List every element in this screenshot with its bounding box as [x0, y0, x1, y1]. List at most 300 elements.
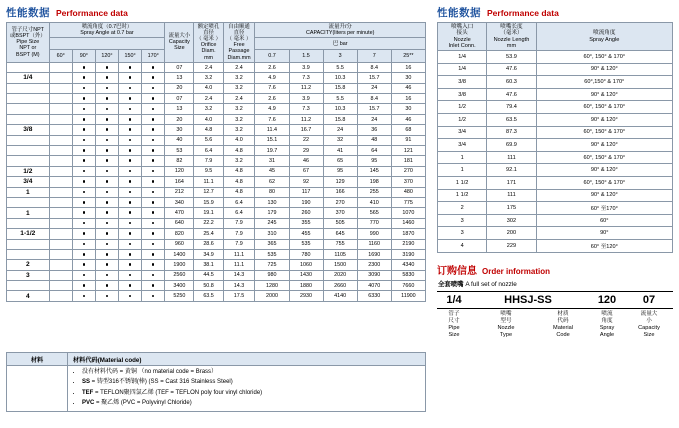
cell-angle-0 — [49, 281, 72, 291]
dot-marker — [129, 66, 132, 69]
cell-angle-0 — [49, 291, 72, 301]
table-row — [438, 63, 673, 76]
cell-flow-2: 370 — [323, 208, 357, 218]
dot-marker — [152, 97, 155, 100]
cell-flow-0: 1280 — [255, 281, 289, 291]
cell-orifice: 44.5 — [194, 270, 223, 280]
cell-nozzle-length: 111 — [487, 151, 536, 164]
cell-spray-angle: 60° — [536, 214, 672, 227]
dot-marker — [129, 118, 132, 121]
cell-capacity: 30 — [165, 125, 194, 135]
cell-flow-1: 2930 — [289, 291, 323, 301]
cell-free-passage: 4.8 — [223, 177, 255, 187]
cell-flow-3: 15.7 — [357, 73, 391, 83]
cell-orifice: 28.6 — [194, 239, 223, 249]
cell-free-passage: 11.1 — [223, 249, 255, 259]
cell-flow-2: 129 — [323, 177, 357, 187]
cell-spray-angle: 60° 至120° — [536, 239, 672, 252]
th-pressure-4: 25** — [391, 50, 425, 62]
cell-capacity: 07 — [165, 62, 194, 72]
material-item: • PVC = 聚乙烯 (PVC = Polyvinyl Chloride) — [82, 399, 425, 408]
cell-angle-2 — [95, 125, 118, 135]
cell-flow-1: 92 — [289, 177, 323, 187]
cell-flow-3: 2300 — [357, 260, 391, 270]
cell-flow-2: 15.8 — [323, 114, 357, 124]
cell-angle-4 — [142, 114, 165, 124]
dot-marker — [106, 180, 109, 183]
cell-spray-angle: 60° 至170° — [536, 202, 672, 215]
cell-angle-2 — [95, 62, 118, 72]
table-row — [438, 151, 673, 164]
dot-marker — [83, 66, 86, 69]
cell-flow-4: 11900 — [391, 291, 425, 301]
table-row — [438, 164, 673, 177]
page-title-left — [6, 5, 128, 20]
cell-flow-0: 535 — [255, 249, 289, 259]
cell-angle-2 — [95, 73, 118, 83]
dot-marker — [106, 253, 109, 256]
cell-orifice: 5.6 — [194, 135, 223, 145]
cell-angle-2 — [95, 146, 118, 156]
cell-angle-0 — [49, 73, 72, 83]
cell-angle-3 — [119, 156, 142, 166]
cell-free-passage: 6.4 — [223, 208, 255, 218]
cell-flow-3: 36 — [357, 125, 391, 135]
th-inlet-conn: 喷嘴入口 接头 Nozzle Inlet Conn. — [438, 23, 487, 51]
cell-angle-3 — [119, 166, 142, 176]
dot-marker — [129, 211, 132, 214]
cell-nozzle-length: 200 — [487, 227, 536, 240]
cell-flow-3: 990 — [357, 229, 391, 239]
cell-pipe-size: 1 — [7, 208, 50, 218]
cell-angle-4 — [142, 197, 165, 207]
order-subtitle — [438, 279, 673, 288]
dot-marker — [83, 139, 86, 142]
cell-inlet-conn: 1 1/2 — [438, 189, 487, 202]
cell-flow-4: 30 — [391, 73, 425, 83]
cell-angle-0 — [49, 260, 72, 270]
dot-marker — [83, 128, 86, 131]
cell-angle-4 — [142, 218, 165, 228]
cell-flow-2: 645 — [323, 229, 357, 239]
cell-orifice: 3.2 — [194, 104, 223, 114]
dot-marker — [129, 263, 132, 266]
cell-angle-2 — [95, 270, 118, 280]
cell-angle-4 — [142, 177, 165, 187]
cell-angle-3 — [119, 135, 142, 145]
cell-spray-angle: 90° & 120° — [536, 88, 672, 101]
table-row — [7, 239, 426, 249]
dot-marker — [129, 243, 132, 246]
cell-flow-4: 46 — [391, 114, 425, 124]
dot-marker — [83, 232, 86, 235]
cell-free-passage: 3.2 — [223, 73, 255, 83]
th-capacity-size: 流量大小 Capacity Size — [165, 23, 194, 63]
cell-flow-0: 725 — [255, 260, 289, 270]
dot-marker — [106, 201, 109, 204]
cell-angle-0 — [49, 94, 72, 104]
cell-flow-3: 4070 — [357, 281, 391, 291]
dot-marker — [106, 118, 109, 121]
cell-inlet-conn: 4 — [438, 239, 487, 252]
dot-marker — [106, 97, 109, 100]
cell-inlet-conn: 3/4 — [438, 139, 487, 152]
cell-angle-4 — [142, 156, 165, 166]
dot-marker — [83, 253, 86, 256]
cell-orifice: 9.5 — [194, 166, 223, 176]
cell-angle-1 — [72, 291, 95, 301]
cell-angle-4 — [142, 281, 165, 291]
dot-marker — [106, 128, 109, 131]
cell-pipe-size — [7, 197, 50, 207]
cell-free-passage: 6.4 — [223, 197, 255, 207]
cell-pipe-size — [7, 83, 50, 93]
dot-marker — [152, 170, 155, 173]
dot-marker — [129, 87, 132, 90]
cell-angle-1 — [72, 166, 95, 176]
cell-flow-1: 3.9 — [289, 94, 323, 104]
cell-nozzle-length: 92.1 — [487, 164, 536, 177]
cell-flow-4: 46 — [391, 83, 425, 93]
cell-angle-4 — [142, 73, 165, 83]
cell-flow-1: 190 — [289, 197, 323, 207]
cell-spray-angle: 60°, 150° & 170° — [536, 51, 672, 64]
cell-angle-4 — [142, 208, 165, 218]
dot-marker — [152, 201, 155, 204]
cell-flow-3: 8.4 — [357, 94, 391, 104]
table-row — [438, 101, 673, 114]
cell-angle-0 — [49, 166, 72, 176]
material-title-en: 材料代码(Material code) — [68, 353, 426, 366]
cell-angle-1 — [72, 249, 95, 259]
cell-orifice: 4.8 — [194, 125, 223, 135]
cell-flow-2: 10.3 — [323, 104, 357, 114]
dot-marker — [129, 201, 132, 204]
th-free-passage: 自由顺通 直径 （ 毫米 ） Free Passage Diam.mm — [223, 23, 255, 63]
table-row — [7, 73, 426, 83]
cell-pipe-size: 1/4 — [7, 73, 50, 83]
cell-angle-2 — [95, 104, 118, 114]
cell-angle-0 — [49, 62, 72, 72]
order-legend-cell: 流量大 小 Capacity Size — [638, 311, 660, 338]
cell-spray-angle: 60°, 150° & 170° — [536, 126, 672, 139]
th-pressure-3: 7 — [357, 50, 391, 62]
dot-marker — [106, 139, 109, 142]
table-row — [7, 177, 426, 187]
cell-angle-1 — [72, 73, 95, 83]
cell-flow-0: 80 — [255, 187, 289, 197]
dot-marker — [106, 295, 109, 298]
cell-flow-2: 41 — [323, 146, 357, 156]
cell-flow-1: 11.2 — [289, 114, 323, 124]
cell-angle-2 — [95, 187, 118, 197]
dot-marker — [106, 170, 109, 173]
table-row — [7, 291, 426, 301]
cell-flow-3: 6330 — [357, 291, 391, 301]
cell-flow-4: 370 — [391, 177, 425, 187]
table-row — [7, 270, 426, 280]
cell-capacity: 470 — [165, 208, 194, 218]
table-row — [438, 126, 673, 139]
cell-angle-0 — [49, 249, 72, 259]
table-row — [7, 146, 426, 156]
cell-free-passage: 2.4 — [223, 62, 255, 72]
cell-angle-4 — [142, 229, 165, 239]
cell-free-passage: 3.2 — [223, 125, 255, 135]
material-item: • TEF = TEFLON聚四氯乙烯 (TEF = TEFLON poly four vinyl chloride) — [82, 389, 425, 398]
cell-capacity: 13 — [165, 73, 194, 83]
dot-marker — [83, 118, 86, 121]
cell-capacity: 960 — [165, 239, 194, 249]
cell-spray-angle: 60°, 150° & 170° — [536, 101, 672, 114]
order-legend-cell: 材质 代码 Material Code — [553, 311, 573, 338]
cell-angle-3 — [119, 270, 142, 280]
cell-nozzle-length: 302 — [487, 214, 536, 227]
cell-nozzle-length: 47.6 — [487, 63, 536, 76]
cell-capacity: 120 — [165, 166, 194, 176]
table-row — [438, 51, 673, 64]
cell-orifice: 12.7 — [194, 187, 223, 197]
cell-pipe-size — [7, 94, 50, 104]
material-spacer — [7, 366, 68, 412]
order-legend-row — [437, 311, 673, 339]
order-legend-cell: 喷嘴 型号 Nozzle Type — [497, 311, 515, 338]
cell-flow-2: 2020 — [323, 270, 357, 280]
cell-angle-0 — [49, 177, 72, 187]
table-row — [438, 88, 673, 101]
table-row — [438, 202, 673, 215]
cell-angle-2 — [95, 114, 118, 124]
cell-angle-3 — [119, 83, 142, 93]
cell-pipe-size: 4 — [7, 291, 50, 301]
cell-free-passage: 4.0 — [223, 135, 255, 145]
dot-marker — [83, 180, 86, 183]
cell-flow-0: 310 — [255, 229, 289, 239]
cell-flow-2: 505 — [323, 218, 357, 228]
cell-free-passage: 14.3 — [223, 281, 255, 291]
cell-pipe-size — [7, 249, 50, 259]
cell-flow-3: 770 — [357, 218, 391, 228]
cell-free-passage: 7.9 — [223, 229, 255, 239]
cell-flow-2: 755 — [323, 239, 357, 249]
cell-flow-4: 1870 — [391, 229, 425, 239]
cell-angle-3 — [119, 249, 142, 259]
cell-angle-1 — [72, 260, 95, 270]
dot-marker — [152, 128, 155, 131]
cell-pipe-size — [7, 281, 50, 291]
dot-marker — [152, 243, 155, 246]
table-row — [7, 208, 426, 218]
th-pipe-size: 管子尺寸NPT 或BSPT（外） Pipe Size NPT or BSPT (M) — [7, 23, 50, 63]
cell-flow-0: 245 — [255, 218, 289, 228]
cell-angle-4 — [142, 104, 165, 114]
table-row — [438, 76, 673, 89]
cell-capacity: 5250 — [165, 291, 194, 301]
cell-flow-3: 1160 — [357, 239, 391, 249]
dot-marker — [152, 87, 155, 90]
cell-angle-0 — [49, 197, 72, 207]
cell-inlet-conn: 3/4 — [438, 126, 487, 139]
cell-inlet-conn: 3/8 — [438, 76, 487, 89]
cell-angle-1 — [72, 83, 95, 93]
dot-marker — [106, 108, 109, 111]
cell-angle-4 — [142, 135, 165, 145]
page-title-right-cn: 性能数据 — [437, 7, 481, 19]
cell-capacity: 07 — [165, 94, 194, 104]
cell-pipe-size: 3 — [7, 270, 50, 280]
cell-flow-4: 16 — [391, 94, 425, 104]
order-legend-cell: 管子 尺寸 Pipe Size — [448, 311, 460, 338]
cell-capacity: 3400 — [165, 281, 194, 291]
cell-free-passage: 3.2 — [223, 114, 255, 124]
cell-capacity: 20 — [165, 83, 194, 93]
order-heading — [437, 262, 673, 277]
cell-orifice: 38.1 — [194, 260, 223, 270]
cell-flow-1: 46 — [289, 156, 323, 166]
cell-pipe-size: 1 — [7, 187, 50, 197]
cell-angle-4 — [142, 125, 165, 135]
cell-capacity: 340 — [165, 197, 194, 207]
dot-marker — [106, 159, 109, 162]
cell-flow-2: 166 — [323, 187, 357, 197]
cell-angle-3 — [119, 281, 142, 291]
cell-angle-2 — [95, 156, 118, 166]
nozzle-length-table — [437, 22, 673, 253]
th-pressure-0: 0.7 — [255, 50, 289, 62]
cell-free-passage: 3.2 — [223, 104, 255, 114]
cell-flow-4: 1460 — [391, 218, 425, 228]
dot-marker — [129, 295, 132, 298]
cell-spray-angle: 90° — [536, 227, 672, 240]
dot-marker — [83, 274, 86, 277]
cell-orifice: 22.2 — [194, 218, 223, 228]
cell-orifice: 4.0 — [194, 114, 223, 124]
dot-marker — [152, 118, 155, 121]
dot-marker — [152, 274, 155, 277]
table-header-row — [438, 23, 673, 51]
cell-flow-2: 10.3 — [323, 73, 357, 83]
dot-marker — [152, 191, 155, 194]
th-angle-3: 150° — [119, 50, 142, 62]
cell-nozzle-length: 60.3 — [487, 76, 536, 89]
table-row — [7, 125, 426, 135]
order-code-part: 1/4 — [446, 294, 462, 306]
dot-marker — [152, 180, 155, 183]
cell-flow-2: 24 — [323, 125, 357, 135]
table-row — [7, 83, 426, 93]
material-list — [68, 366, 426, 412]
cell-flow-2: 4140 — [323, 291, 357, 301]
cell-angle-1 — [72, 135, 95, 145]
cell-angle-2 — [95, 260, 118, 270]
cell-orifice: 63.5 — [194, 291, 223, 301]
cell-angle-2 — [95, 249, 118, 259]
order-subtitle-cn: 全套喷嘴 — [438, 281, 464, 288]
cell-flow-0: 7.6 — [255, 114, 289, 124]
cell-angle-1 — [72, 281, 95, 291]
cell-capacity: 1400 — [165, 249, 194, 259]
dot-marker — [152, 159, 155, 162]
cell-angle-1 — [72, 218, 95, 228]
cell-flow-2: 5.5 — [323, 94, 357, 104]
cell-flow-1: 780 — [289, 249, 323, 259]
cell-angle-3 — [119, 146, 142, 156]
cell-nozzle-length: 111 — [487, 189, 536, 202]
th-angle-2: 120° — [95, 50, 118, 62]
cell-free-passage: 11.1 — [223, 260, 255, 270]
dot-marker — [83, 76, 86, 79]
cell-angle-4 — [142, 239, 165, 249]
cell-flow-0: 45 — [255, 166, 289, 176]
cell-angle-0 — [49, 104, 72, 114]
cell-angle-1 — [72, 125, 95, 135]
cell-pipe-size: 3/8 — [7, 125, 50, 135]
cell-flow-1: 22 — [289, 135, 323, 145]
cell-flow-2: 5.5 — [323, 62, 357, 72]
dot-marker — [106, 232, 109, 235]
order-legend-cell: 喷流 角度 Spray Angle — [599, 311, 615, 338]
dot-marker — [129, 274, 132, 277]
cell-capacity: 13 — [165, 104, 194, 114]
cell-capacity: 2560 — [165, 270, 194, 280]
cell-angle-2 — [95, 291, 118, 301]
cell-angle-0 — [49, 229, 72, 239]
cell-inlet-conn: 3 — [438, 227, 487, 240]
table-header-row-1 — [7, 23, 426, 38]
table-row — [7, 94, 426, 104]
dot-marker — [106, 211, 109, 214]
th-bar-unit: 巴 bar — [255, 38, 426, 50]
cell-inlet-conn: 3/8 — [438, 88, 487, 101]
cell-flow-4: 68 — [391, 125, 425, 135]
cell-flow-4: 16 — [391, 62, 425, 72]
th-flow-capacity: 流量升/分 CAPACITY(liters per minute) — [255, 23, 426, 38]
dot-marker — [83, 263, 86, 266]
cell-flow-0: 15.1 — [255, 135, 289, 145]
cell-flow-2: 270 — [323, 197, 357, 207]
th-orifice-diam: 额定喷孔 直径 （ 毫米 ） Orifice Diam. mm — [194, 23, 223, 63]
dot-marker — [83, 87, 86, 90]
dot-marker — [129, 108, 132, 111]
dot-marker — [152, 149, 155, 152]
material-code-block — [6, 352, 426, 412]
cell-spray-angle: 90° & 120° — [536, 164, 672, 177]
dot-marker — [106, 87, 109, 90]
th-angle-1: 90° — [72, 50, 95, 62]
th-spray-angle: 喷流角度（0.7巴时） Spray Angle at 0.7 bar — [49, 23, 165, 38]
dot-marker — [152, 76, 155, 79]
cell-flow-2: 1500 — [323, 260, 357, 270]
cell-free-passage: 17.5 — [223, 291, 255, 301]
cell-flow-3: 48 — [357, 135, 391, 145]
cell-angle-3 — [119, 73, 142, 83]
cell-flow-1: 67 — [289, 166, 323, 176]
cell-angle-1 — [72, 229, 95, 239]
cell-flow-0: 11.4 — [255, 125, 289, 135]
cell-flow-0: 980 — [255, 270, 289, 280]
cell-orifice: 15.9 — [194, 197, 223, 207]
cell-free-passage: 7.9 — [223, 218, 255, 228]
dot-marker — [129, 284, 132, 287]
order-information-block — [437, 262, 673, 339]
dot-marker — [83, 201, 86, 204]
dot-marker — [152, 211, 155, 214]
cell-pipe-size — [7, 156, 50, 166]
order-subtitle-en: A full set of nozzle — [465, 281, 517, 288]
cell-flow-3: 15.7 — [357, 104, 391, 114]
table-row — [7, 114, 426, 124]
cell-angle-4 — [142, 146, 165, 156]
